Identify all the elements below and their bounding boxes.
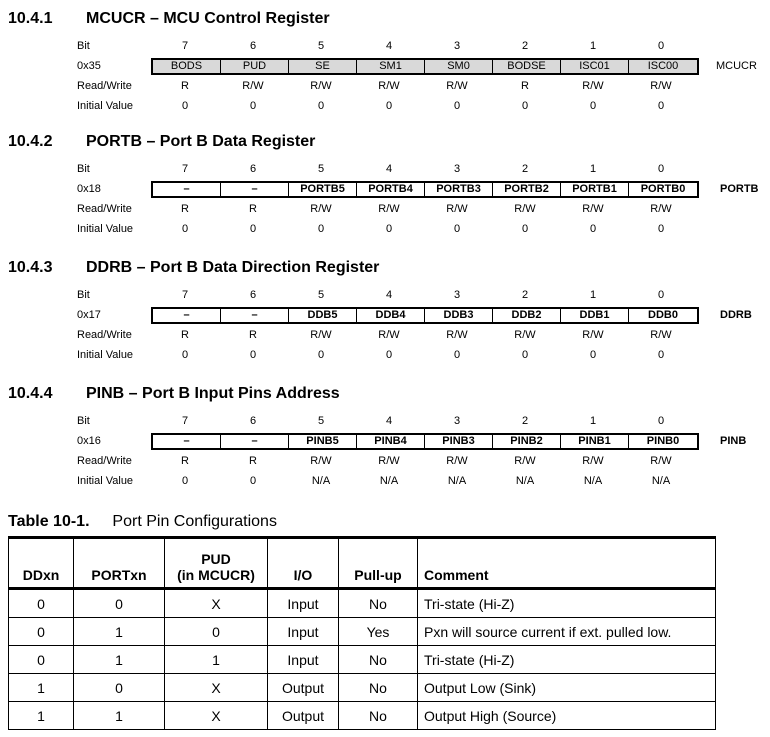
initial-value-row-label: Initial Value (77, 475, 134, 487)
read-write-value: R/W (242, 80, 264, 92)
bit-number: 1 (589, 415, 597, 427)
bit-number: 5 (317, 40, 325, 52)
bit-number: 0 (657, 163, 665, 175)
read-write-value: R/W (514, 455, 536, 467)
table-cell: 1 (74, 702, 165, 730)
register-bit-field: PINB2 (493, 435, 561, 448)
register-bit-field: PUD (221, 60, 289, 73)
register-bit-field: ISC00 (629, 60, 697, 73)
register-bit-field: DDB3 (425, 309, 493, 322)
initial-value: 0 (453, 223, 461, 235)
bit-number: 6 (249, 40, 257, 52)
register-bit-field: SM0 (425, 60, 493, 73)
initial-value: 0 (249, 349, 257, 361)
bit-number: 5 (317, 163, 325, 175)
section-heading (8, 133, 315, 151)
register-bit-field: DDB2 (493, 309, 561, 322)
initial-value: 0 (589, 223, 597, 235)
register-bit-field: – (221, 435, 289, 448)
read-write-value: R/W (650, 329, 672, 341)
register-bit-field: BODS (153, 60, 221, 73)
bit-number: 4 (385, 163, 393, 175)
register-bit-field: SM1 (357, 60, 425, 73)
bit-number: 0 (657, 289, 665, 301)
table-cell: X (165, 702, 268, 730)
table-cell: 0 (9, 618, 74, 646)
read-write-value: R/W (582, 329, 604, 341)
register-name: MCUCR (716, 60, 757, 72)
register-bit-field: PORTB3 (425, 183, 493, 196)
initial-value: 0 (657, 223, 665, 235)
initial-value-row-label: Initial Value (77, 100, 134, 112)
section-heading (8, 385, 340, 403)
bit-number: 3 (453, 40, 461, 52)
register-bit-field: – (153, 435, 221, 448)
read-write-value: R/W (378, 329, 400, 341)
table-cell: No (339, 589, 418, 618)
port-pin-config-table (8, 536, 716, 730)
table-cell: Input (268, 589, 339, 618)
register-bit-field: PINB0 (646, 435, 680, 447)
table-cell: No (339, 674, 418, 702)
table-cell: X (165, 589, 268, 618)
initial-value: 0 (181, 475, 189, 487)
table-cell: 1 (9, 674, 74, 702)
table-row (9, 618, 716, 646)
initial-value: 0 (657, 349, 665, 361)
table-cell: Output (268, 674, 339, 702)
initial-value: N/A (583, 475, 603, 487)
section-title: DDRB – Port B Data Direction Register (86, 259, 380, 276)
register-bit-field: – (153, 183, 221, 196)
register-bit-field: PORTB1 (561, 183, 629, 196)
register-name: PORTB (720, 183, 759, 195)
read-write-value: R/W (514, 203, 536, 215)
table-cell: Tri-state (Hi-Z) (418, 646, 716, 674)
bit-number: 1 (589, 289, 597, 301)
read-write-value: R (521, 80, 529, 92)
header-portxn: PORTxn (74, 538, 165, 589)
initial-value: N/A (447, 475, 467, 487)
register-address: 0x18 (77, 183, 101, 195)
read-write-value: R/W (650, 80, 672, 92)
table-caption-text: Port Pin Configurations (112, 513, 277, 530)
initial-value: 0 (317, 223, 325, 235)
read-write-value: R/W (378, 203, 400, 215)
bit-number: 5 (317, 415, 325, 427)
read-write-value: R (249, 203, 257, 215)
header-comment: Comment (418, 538, 716, 589)
read-write-value: R/W (446, 455, 468, 467)
table-cell: No (339, 646, 418, 674)
read-write-value: R/W (582, 80, 604, 92)
register-bit-field: DDB4 (357, 309, 425, 322)
bit-number: 1 (589, 163, 597, 175)
read-write-value: R/W (378, 455, 400, 467)
register-address: 0x35 (77, 60, 101, 72)
section-title: MCUCR – MCU Control Register (86, 10, 330, 27)
table-row (9, 646, 716, 674)
register-bitfield-box (151, 307, 699, 324)
bit-number: 3 (453, 415, 461, 427)
register-bit-field: ISC01 (561, 60, 629, 73)
table-cell: 0 (74, 589, 165, 618)
section-heading (8, 259, 379, 277)
table-cell: 1 (74, 618, 165, 646)
initial-value: 0 (521, 223, 529, 235)
bit-number: 6 (249, 415, 257, 427)
section-heading (8, 10, 330, 28)
read-write-value: R (181, 80, 189, 92)
header-io: I/O (268, 538, 339, 589)
read-write-value: R/W (446, 80, 468, 92)
bit-number: 2 (521, 40, 529, 52)
register-bit-field: SE (289, 60, 357, 73)
table-header-row (9, 538, 716, 589)
read-write-value: R/W (582, 203, 604, 215)
read-write-value: R/W (310, 455, 332, 467)
bit-number: 7 (181, 163, 189, 175)
bit-number: 4 (385, 289, 393, 301)
read-write-row-label: Read/Write (77, 455, 132, 467)
initial-value: N/A (651, 475, 671, 487)
section-number: 10.4.3 (8, 259, 53, 276)
initial-value: 0 (385, 100, 393, 112)
initial-value-row-label: Initial Value (77, 223, 134, 235)
bit-number: 4 (385, 415, 393, 427)
register-bit-field: DDB1 (561, 309, 629, 322)
initial-value: 0 (521, 349, 529, 361)
table-caption (8, 513, 277, 531)
register-bit-field: – (153, 309, 221, 322)
table-cell: Output (268, 702, 339, 730)
bit-number: 2 (521, 289, 529, 301)
header-pud: PUD (in MCUCR) (165, 538, 268, 589)
read-write-value: R/W (582, 455, 604, 467)
table-cell: X (165, 674, 268, 702)
initial-value: 0 (589, 100, 597, 112)
read-write-value: R/W (310, 329, 332, 341)
header-pullup: Pull-up (339, 538, 418, 589)
read-write-value: R (181, 329, 189, 341)
table-caption-label: Table 10-1. (8, 513, 90, 530)
table-cell: Pxn will source current if ext. pulled low. (418, 618, 716, 646)
register-bitfield-box (151, 433, 699, 450)
section-title: PORTB – Port B Data Register (86, 133, 316, 150)
initial-value-row-label: Initial Value (77, 349, 134, 361)
table-cell: Output Low (Sink) (418, 674, 716, 702)
initial-value: N/A (515, 475, 535, 487)
table-cell: 1 (9, 702, 74, 730)
read-write-value: R/W (514, 329, 536, 341)
register-bit-field: PORTB2 (493, 183, 561, 196)
section-number: 10.4.2 (8, 133, 53, 150)
register-address: 0x17 (77, 309, 101, 321)
register-bit-field: PORTB4 (357, 183, 425, 196)
initial-value: 0 (317, 349, 325, 361)
register-bit-field: PORTB0 (640, 183, 686, 195)
bit-row-label: Bit (77, 289, 90, 301)
read-write-value: R (249, 455, 257, 467)
table-cell: 0 (9, 589, 74, 618)
register-bitfield-box (151, 58, 699, 75)
table-cell: Output High (Source) (418, 702, 716, 730)
register-bit-field: PINB3 (425, 435, 493, 448)
section-title: PINB – Port B Input Pins Address (86, 385, 340, 402)
read-write-row-label: Read/Write (77, 80, 132, 92)
bit-number: 4 (385, 40, 393, 52)
table-cell: Yes (339, 618, 418, 646)
register-name: DDRB (720, 309, 752, 321)
read-write-value: R/W (446, 203, 468, 215)
read-write-value: R (181, 203, 189, 215)
bit-number: 3 (453, 289, 461, 301)
bit-number: 3 (453, 163, 461, 175)
table-cell: 0 (74, 674, 165, 702)
bit-number: 1 (589, 40, 597, 52)
read-write-value: R/W (650, 203, 672, 215)
bit-number: 2 (521, 163, 529, 175)
read-write-value: R/W (650, 455, 672, 467)
register-address: 0x16 (77, 435, 101, 447)
bit-number: 6 (249, 163, 257, 175)
bit-row-label: Bit (77, 415, 90, 427)
initial-value: 0 (249, 223, 257, 235)
bit-row-label: Bit (77, 40, 90, 52)
initial-value: 0 (385, 223, 393, 235)
initial-value: 0 (181, 100, 189, 112)
register-bit-field: PINB5 (289, 435, 357, 448)
register-bit-field: – (221, 183, 289, 196)
bit-number: 7 (181, 40, 189, 52)
table-cell: No (339, 702, 418, 730)
bit-number: 7 (181, 289, 189, 301)
initial-value: N/A (379, 475, 399, 487)
read-write-value: R (181, 455, 189, 467)
read-write-value: R/W (310, 80, 332, 92)
initial-value: 0 (181, 349, 189, 361)
register-bit-field: BODSE (493, 60, 561, 73)
bit-number: 6 (249, 289, 257, 301)
read-write-value: R (249, 329, 257, 341)
register-bit-field: DDB0 (648, 309, 678, 321)
register-bit-field: DDB5 (289, 309, 357, 322)
table-cell: 1 (165, 646, 268, 674)
bit-number: 2 (521, 415, 529, 427)
initial-value: 0 (657, 100, 665, 112)
section-number: 10.4.4 (8, 385, 53, 402)
bit-number: 5 (317, 289, 325, 301)
table-cell: 1 (74, 646, 165, 674)
read-write-value: R/W (446, 329, 468, 341)
table-row (9, 674, 716, 702)
table-cell: Input (268, 646, 339, 674)
table-cell: Input (268, 618, 339, 646)
initial-value: 0 (521, 100, 529, 112)
table-cell: 0 (165, 618, 268, 646)
read-write-value: R/W (310, 203, 332, 215)
bit-number: 7 (181, 415, 189, 427)
register-bit-field: – (221, 309, 289, 322)
initial-value: 0 (181, 223, 189, 235)
initial-value: 0 (453, 349, 461, 361)
table-cell: Tri-state (Hi-Z) (418, 589, 716, 618)
register-bit-field: PINB1 (561, 435, 629, 448)
table-cell: 0 (9, 646, 74, 674)
register-bitfield-box (151, 181, 699, 198)
bit-number: 0 (657, 40, 665, 52)
table-row (9, 589, 716, 618)
section-number: 10.4.1 (8, 10, 53, 27)
read-write-row-label: Read/Write (77, 203, 132, 215)
register-bit-field: PINB4 (357, 435, 425, 448)
initial-value: 0 (385, 349, 393, 361)
initial-value: 0 (249, 475, 257, 487)
table-row (9, 702, 716, 730)
read-write-row-label: Read/Write (77, 329, 132, 341)
initial-value: 0 (589, 349, 597, 361)
read-write-value: R/W (378, 80, 400, 92)
register-bit-field: PORTB5 (289, 183, 357, 196)
bit-row-label: Bit (77, 163, 90, 175)
bit-number: 0 (657, 415, 665, 427)
initial-value: N/A (311, 475, 331, 487)
initial-value: 0 (453, 100, 461, 112)
header-ddxn: DDxn (9, 538, 74, 589)
initial-value: 0 (317, 100, 325, 112)
initial-value: 0 (249, 100, 257, 112)
register-name: PINB (720, 435, 747, 447)
